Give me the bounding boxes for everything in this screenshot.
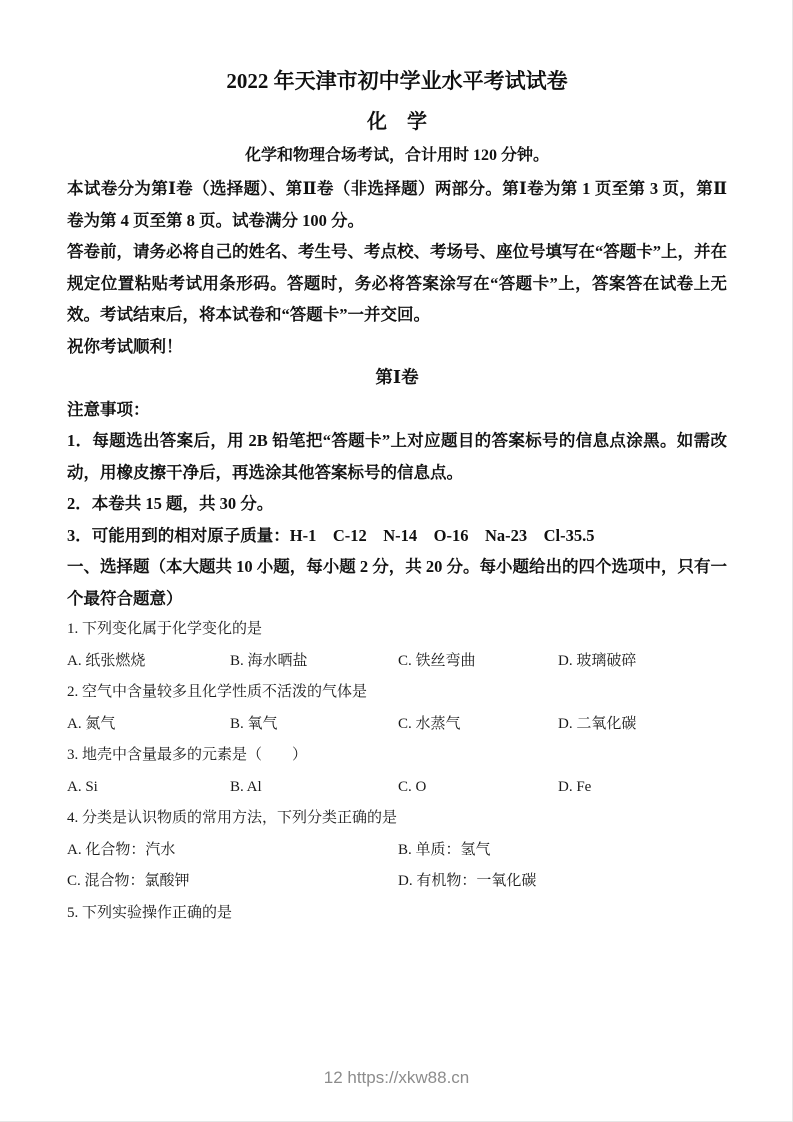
question-2-option-a: A. 氮气 — [67, 715, 116, 732]
question-2-option-c: C. 水蒸气 — [398, 715, 461, 732]
exam-body — [67, 173, 727, 929]
question-2-stem: 2. 空气中含量较多且化学性质不活泼的气体是 — [67, 684, 368, 700]
question-3 — [67, 740, 727, 803]
wish-line: 祝你考试顺利！ — [67, 336, 183, 356]
notice-item-3: 3．可能用到的相对原子质量：H-1 C-12 N-14 O-16 Na-23 Cl-35.5 — [67, 525, 595, 545]
notice-item-1: 1．每题选出答案后，用 2B 铅笔把“答题卡”上对应题目的答案标号的信息点涂黑。如需改动，用橡皮擦干净后，再选涂其他答案标号的信息点。 — [67, 431, 727, 482]
question-4 — [67, 803, 727, 898]
question-3-option-d: D. Fe — [558, 778, 592, 795]
question-4-options-row-2 — [67, 866, 727, 898]
intro-paragraph-structure: 本试卷分为第Ⅰ卷（选择题）、第Ⅱ卷（非选择题）两部分。第Ⅰ卷为第 1 页至第 3 页，第Ⅱ卷为第 4 页至第 8 页。试卷满分 100 分。 — [67, 179, 727, 230]
question-3-option-a: A. Si — [67, 778, 98, 795]
question-4-option-b: B. 单质：氢气 — [398, 841, 491, 858]
question-3-stem: 3. 地壳中含量最多的元素是（ ） — [67, 747, 308, 763]
exam-title: 2022 年天津市初中学业水平考试试卷 — [226, 69, 568, 93]
section1-title: 第Ⅰ卷 — [375, 367, 419, 387]
question-4-option-c: C. 混合物：氯酸钾 — [67, 873, 190, 889]
question-4-stem: 4. 分类是认识物质的常用方法，下列分类正确的是 — [67, 810, 398, 826]
questions-list — [67, 614, 727, 929]
notice-item-2: 2．本卷共 15 题，共 30 分。 — [67, 494, 274, 513]
question-5 — [67, 898, 727, 930]
question-2-options — [67, 709, 727, 741]
question-5-stem: 5. 下列实验操作正确的是 — [67, 904, 233, 921]
question-3-option-b: B. Al — [230, 778, 262, 795]
footer-watermark: 12 https://xkw88.cn — [323, 1068, 470, 1087]
question-3-option-c: C. O — [398, 778, 427, 795]
question-1-options — [67, 646, 727, 678]
question-4-option-a: A. 化合物：汽水 — [67, 841, 176, 858]
question-1 — [67, 614, 727, 677]
question-4-option-d: D. 有机物：一氧化碳 — [398, 873, 537, 889]
mcq-section-heading: 一、选择题（本大题共 10 小题，每小题 2 分，共 20 分。每小题给出的四个选项中，只有一个最符合题意） — [67, 557, 727, 608]
exam-duration-note: 化学和物理合场考试，合计用时 120 分钟。 — [244, 147, 549, 164]
question-1-option-d: D. 玻璃破碎 — [558, 652, 637, 669]
question-4-options-row-1 — [67, 835, 727, 867]
question-3-options — [67, 772, 727, 804]
question-2 — [67, 677, 727, 740]
question-1-option-c: C. 铁丝弯曲 — [398, 652, 476, 669]
question-1-option-a: A. 纸张燃烧 — [67, 652, 146, 669]
exam-subject: 化 学 — [367, 111, 427, 133]
question-2-option-b: B. 氧气 — [230, 715, 278, 732]
notice-title: 注意事项： — [67, 399, 150, 419]
question-1-option-b: B. 海水晒盐 — [230, 652, 308, 669]
question-2-option-d: D. 二氧化碳 — [558, 715, 637, 732]
question-1-stem: 1. 下列变化属于化学变化的是 — [67, 621, 263, 637]
intro-paragraph-answer-sheet: 答卷前，请务必将自己的姓名、考生号、考点校、考场号、座位号填写在“答题卡”上，并在规定位置粘贴考试用条形码。答题时，务必将答案涂写在“答题卡”上，答案答在试卷上无效。考试结束后，将本试卷和“答题卡”一并交回。 — [67, 242, 727, 324]
